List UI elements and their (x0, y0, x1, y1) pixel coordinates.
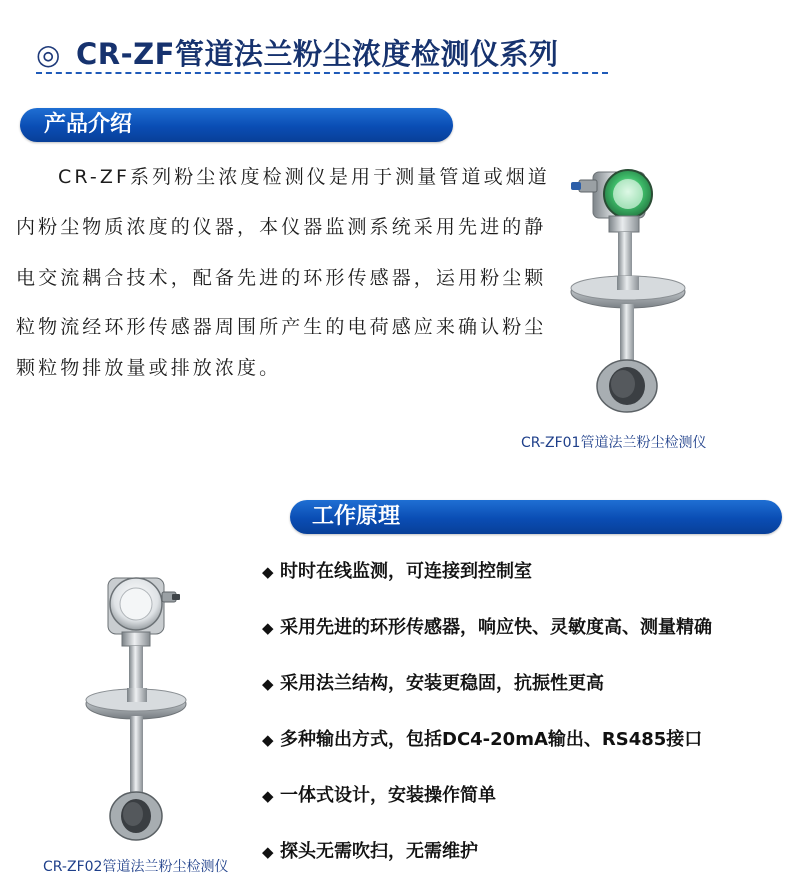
feature-text: 一体式设计，安装操作简单 (280, 785, 496, 806)
section-title-intro: 产品介绍 (44, 112, 133, 137)
circle-target-icon: ◎ (36, 38, 61, 71)
product-image-zf01 (565, 158, 695, 420)
product-caption-zf02: CR-ZF02管道法兰粉尘检测仪 (43, 859, 229, 875)
page-title-text: CR-ZF管道法兰粉尘浓度检测仪系列 (76, 37, 559, 71)
feature-text: 探头无需吹扫，无需维护 (280, 841, 478, 862)
intro-line-2: 内粉尘物质浓度的仪器，本仪器监测系统采用先进的静 (16, 216, 547, 238)
intro-line-3: 电交流耦合技术，配备先进的环形传感器，运用粉尘颗 (16, 267, 547, 289)
feature-item-2 (262, 616, 712, 640)
diamond-bullet-icon: ◆ (262, 731, 274, 749)
feature-text: 采用先进的环形传感器，响应快、灵敏度高、测量精确 (280, 617, 712, 638)
product-caption-zf01: CR-ZF01管道法兰粉尘检测仪 (521, 435, 707, 451)
intro-line-5: 颗粒物排放量或排放浓度。 (16, 357, 282, 379)
diamond-bullet-icon: ◆ (262, 563, 274, 581)
feature-item-1 (262, 560, 532, 584)
diamond-bullet-icon: ◆ (262, 787, 274, 805)
feature-item-6 (262, 840, 478, 864)
feature-item-5 (262, 784, 496, 808)
product-image-zf02 (82, 572, 194, 844)
diamond-bullet-icon: ◆ (262, 675, 274, 693)
section-title-principle: 工作原理 (312, 504, 401, 529)
page-title (36, 36, 606, 76)
feature-text: 采用法兰结构，安装更稳固，抗振性更高 (280, 673, 604, 694)
feature-text: 多种输出方式，包括DC4-20mA输出、RS485接口 (280, 729, 703, 750)
diamond-bullet-icon: ◆ (262, 619, 274, 637)
intro-line-1: CR-ZF系列粉尘浓度检测仪是用于测量管道或烟道 (58, 166, 550, 188)
title-underline (36, 72, 608, 74)
diamond-bullet-icon: ◆ (262, 843, 274, 861)
feature-item-3 (262, 672, 604, 696)
feature-text: 时时在线监测，可连接到控制室 (280, 561, 532, 582)
intro-line-4: 粒物流经环形传感器周围所产生的电荷感应来确认粉尘 (16, 316, 547, 338)
feature-item-4 (262, 728, 702, 752)
